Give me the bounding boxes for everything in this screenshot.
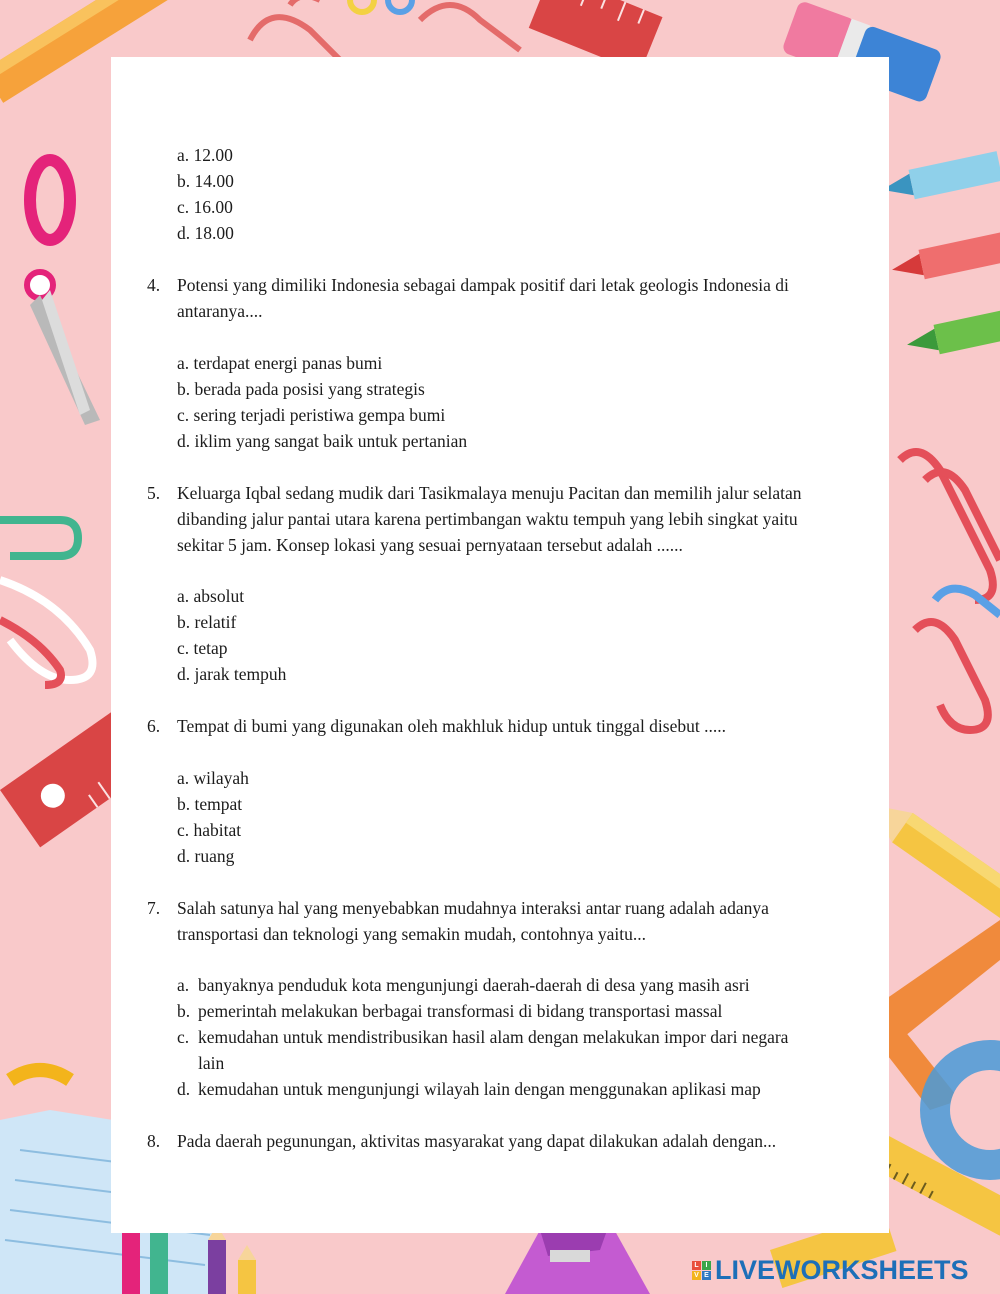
- question-text: transportasi dan teknologi yang semakin mudah, contohnya yaitu...: [177, 924, 646, 944]
- question-text: Pada daerah pegunungan, aktivitas masyarakat yang dapat dilakukan adalah dengan...: [177, 1131, 777, 1151]
- q7-option-d[interactable]: kemudahan untuk mengunjungi wilayah lain dengan menggunakan aplikasi map: [198, 1079, 761, 1099]
- q4-option-d[interactable]: d. iklim yang sangat baik untuk pertanian: [177, 431, 468, 451]
- q3-option-d[interactable]: d. 18.00: [177, 223, 234, 243]
- paperclip-icon: [900, 452, 1000, 730]
- q4-option-a[interactable]: a. terdapat energi panas bumi: [177, 353, 383, 373]
- crayon-icon: [879, 151, 1000, 360]
- q7-option-a-letter[interactable]: a.: [177, 975, 190, 995]
- question-text: Tempat di bumi yang digunakan oleh makhluk hidup untuk tinggal disebut .....: [177, 716, 726, 736]
- question-number: 4.: [147, 275, 161, 295]
- paperclip-icon: [0, 520, 93, 685]
- q3-option-b[interactable]: b. 14.00: [177, 171, 234, 191]
- question-text: sekitar 5 jam. Konsep lokasi yang sesuai pernyataan tersebut adalah ......: [177, 535, 683, 555]
- logo-icon: L I V E: [692, 1261, 711, 1280]
- q7-option-c-letter[interactable]: c.: [177, 1027, 190, 1047]
- question-text: Salah satunya hal yang menyebabkan mudahnya interaksi antar ruang adalah adanya: [177, 898, 769, 918]
- question-number: 5.: [147, 483, 161, 503]
- scissors-icon: [27, 160, 100, 425]
- q7-option-c[interactable]: kemudahan untuk mendistribusikan hasil alam dengan melakukan impor dari negara: [198, 1027, 789, 1047]
- logo-text: LIVEWORKSHEETS: [715, 1254, 969, 1285]
- q6-option-a[interactable]: a. wilayah: [177, 768, 249, 788]
- q6-option-c[interactable]: c. habitat: [177, 820, 242, 840]
- q4-option-c[interactable]: c. sering terjadi peristiwa gempa bumi: [177, 405, 446, 425]
- q5-option-c[interactable]: c. tetap: [177, 638, 228, 658]
- q7-option-b-letter[interactable]: b.: [177, 1001, 191, 1021]
- question-number: 8.: [147, 1131, 161, 1151]
- question-number: 6.: [147, 716, 161, 736]
- question-text: antaranya....: [177, 301, 263, 321]
- liveworksheets-logo[interactable]: [692, 1253, 969, 1287]
- q3-option-a[interactable]: a. 12.00: [177, 145, 233, 165]
- question-text: Keluarga Iqbal sedang mudik dari Tasikmalaya menuju Pacitan dan memilih jalur selatan: [177, 483, 802, 503]
- q5-option-a[interactable]: a. absolut: [177, 586, 245, 606]
- q7-option-a[interactable]: banyaknya penduduk kota mengunjungi daerah-daerah di desa yang masih asri: [198, 975, 750, 995]
- q6-option-d[interactable]: d. ruang: [177, 846, 235, 866]
- q5-option-d[interactable]: d. jarak tempuh: [177, 664, 287, 684]
- question-text: dibanding jalur pantai utara karena pertimbangan waktu tempuh yang lebih singkat yaitu: [177, 509, 798, 529]
- q7-option-d-letter[interactable]: d.: [177, 1079, 191, 1099]
- q5-option-b[interactable]: b. relatif: [177, 612, 237, 632]
- q4-option-b[interactable]: b. berada pada posisi yang strategis: [177, 379, 425, 399]
- question-number: 7.: [147, 898, 161, 918]
- q7-option-c-cont[interactable]: lain: [198, 1053, 225, 1073]
- q3-option-c[interactable]: c. 16.00: [177, 197, 233, 217]
- question-text: Potensi yang dimiliki Indonesia sebagai dampak positif dari letak geologis Indonesia di: [177, 275, 789, 295]
- q7-option-b[interactable]: pemerintah melakukan berbagai transformasi di bidang transportasi massal: [198, 1001, 723, 1021]
- q6-option-b[interactable]: b. tempat: [177, 794, 243, 814]
